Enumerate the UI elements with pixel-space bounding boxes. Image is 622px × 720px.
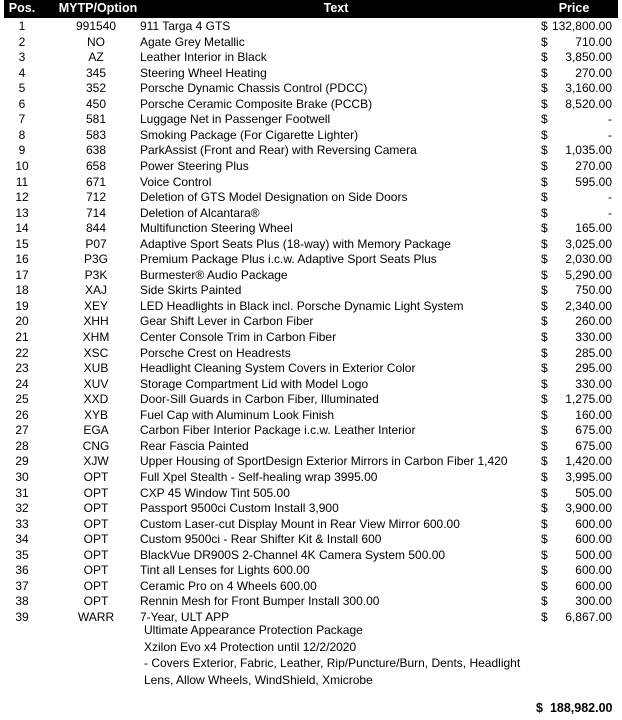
row-text: Headlight Cleaning System Covers in Exterior Color bbox=[140, 361, 416, 376]
row-currency: $ bbox=[541, 81, 548, 96]
row-text: BlackVue DR900S 2-Channel 4K Camera System 500.00 bbox=[140, 547, 446, 562]
row-price: 165.00 bbox=[575, 221, 612, 236]
row-currency: $ bbox=[541, 19, 548, 33]
table-row bbox=[4, 66, 618, 82]
row-option: OPT bbox=[83, 563, 109, 578]
row-price: 1,275.00 bbox=[565, 392, 612, 407]
total-amount: 188,982.00 bbox=[549, 701, 613, 715]
row-option: XSC bbox=[83, 345, 109, 360]
row-price: 132,800.00 bbox=[551, 19, 612, 33]
row-option: WARR bbox=[77, 609, 115, 624]
row-pos: 26 bbox=[15, 407, 29, 422]
table-row bbox=[4, 346, 618, 362]
row-currency: $ bbox=[541, 547, 548, 562]
row-currency: $ bbox=[541, 127, 548, 142]
table-row bbox=[4, 517, 618, 533]
row-pos: 25 bbox=[15, 392, 29, 407]
row-price: 270.00 bbox=[575, 158, 612, 173]
row-pos: 6 bbox=[18, 96, 26, 111]
row-currency: $ bbox=[541, 501, 548, 516]
row-text: Tint all Lenses for Lights 600.00 bbox=[140, 563, 310, 578]
row-currency: $ bbox=[541, 345, 548, 360]
note-line: Xzilon Evo x4 Protection until 12/2/2020 bbox=[144, 639, 357, 654]
row-price: 600.00 bbox=[575, 578, 612, 593]
row-text: Porsche Crest on Headrests bbox=[140, 345, 291, 360]
table-row bbox=[4, 330, 618, 346]
row-price: 1,420.00 bbox=[565, 454, 612, 469]
row-pos: 4 bbox=[18, 65, 26, 80]
table-row bbox=[4, 423, 618, 439]
price-sheet bbox=[4, 0, 618, 687]
row-option: 345 bbox=[85, 65, 107, 80]
row-text: Full Xpel Stealth - Self-healing wrap 3995.00 bbox=[140, 469, 378, 484]
row-currency: $ bbox=[541, 298, 548, 313]
table-row bbox=[4, 470, 618, 486]
header-option: MYTP/Option bbox=[58, 1, 138, 15]
row-price: 300.00 bbox=[575, 594, 612, 609]
row-price: 675.00 bbox=[575, 438, 612, 453]
row-text: Door-Sill Guards in Carbon Fiber, Illuminated bbox=[140, 392, 379, 407]
row-price: 160.00 bbox=[575, 407, 612, 422]
row-text: Deletion of GTS Model Designation on Side Doors bbox=[140, 190, 408, 205]
row-option: 450 bbox=[85, 96, 107, 111]
row-pos: 3 bbox=[18, 50, 26, 65]
row-price: - bbox=[608, 205, 612, 220]
row-currency: $ bbox=[541, 174, 548, 189]
row-text: Passport 9500ci Custom Install 3,900 bbox=[140, 501, 339, 516]
header-text: Text bbox=[323, 1, 349, 15]
row-currency: $ bbox=[541, 283, 548, 298]
row-price: - bbox=[608, 190, 612, 205]
table-row bbox=[4, 439, 618, 455]
row-pos: 20 bbox=[15, 314, 29, 329]
table-row bbox=[4, 563, 618, 579]
row-text: Voice Control bbox=[140, 174, 212, 189]
grand-total bbox=[536, 701, 613, 715]
table-row bbox=[4, 594, 618, 610]
row-currency: $ bbox=[541, 516, 548, 531]
row-pos: 11 bbox=[15, 174, 29, 189]
row-price: 3,900.00 bbox=[565, 501, 612, 516]
table-row bbox=[4, 501, 618, 517]
row-pos: 36 bbox=[15, 563, 29, 578]
row-price: 3,850.00 bbox=[565, 50, 612, 65]
row-option: OPT bbox=[83, 532, 109, 547]
row-pos: 37 bbox=[15, 578, 29, 593]
row-option: NO bbox=[87, 34, 105, 49]
row-text: Rennin Mesh for Front Bumper Install 300.00 bbox=[140, 594, 380, 609]
table-row bbox=[4, 190, 618, 206]
row-currency: $ bbox=[541, 158, 548, 173]
row-pos: 7 bbox=[18, 112, 26, 127]
table-row bbox=[4, 377, 618, 393]
row-price: - bbox=[608, 112, 612, 127]
header-pos: Pos. bbox=[8, 1, 36, 15]
row-currency: $ bbox=[541, 609, 548, 624]
row-price: 8,520.00 bbox=[565, 96, 612, 111]
note-line: Lens, Allow Wheels, WindShield, Xmicrobe bbox=[144, 672, 373, 687]
row-option: OPT bbox=[83, 516, 109, 531]
table-row bbox=[4, 237, 618, 253]
row-option: 658 bbox=[85, 158, 107, 173]
row-price: 675.00 bbox=[575, 423, 612, 438]
table-row bbox=[4, 486, 618, 502]
table-row bbox=[4, 314, 618, 330]
row-text: Luggage Net in Passenger Footwell bbox=[140, 112, 331, 127]
row-text: Custom Laser-cut Display Mount in Rear View Mirror 600.00 bbox=[140, 516, 460, 531]
table-row bbox=[4, 532, 618, 548]
row-option: OPT bbox=[83, 485, 109, 500]
row-text: Agate Grey Metallic bbox=[140, 34, 245, 49]
row-pos: 32 bbox=[15, 501, 29, 516]
row-option: OPT bbox=[83, 594, 109, 609]
row-price: 710.00 bbox=[575, 34, 612, 49]
table-header bbox=[4, 0, 618, 18]
row-currency: $ bbox=[541, 65, 548, 80]
table-row bbox=[4, 299, 618, 315]
table-row bbox=[4, 361, 618, 377]
row-option: OPT bbox=[83, 547, 109, 562]
row-text: Storage Compartment Lid with Model Logo bbox=[140, 376, 369, 391]
row-pos: 10 bbox=[15, 158, 29, 173]
row-price: 5,290.00 bbox=[565, 267, 612, 282]
row-text: LED Headlights in Black incl. Porsche Dynamic Light System bbox=[140, 298, 464, 313]
table-row bbox=[4, 408, 618, 424]
row-currency: $ bbox=[541, 454, 548, 469]
row-text: Smoking Package (For Cigarette Lighter) bbox=[140, 127, 359, 142]
row-option: 638 bbox=[85, 143, 107, 158]
row-pos: 38 bbox=[15, 594, 29, 609]
row-text: Rear Fascia Painted bbox=[140, 438, 249, 453]
row-pos: 2 bbox=[18, 34, 26, 49]
row-currency: $ bbox=[541, 376, 548, 391]
row-option: XUV bbox=[83, 376, 109, 391]
table-row bbox=[4, 579, 618, 595]
row-option: P3K bbox=[84, 267, 108, 282]
row-price: 6,867.00 bbox=[565, 609, 612, 624]
row-option: OPT bbox=[83, 469, 109, 484]
row-pos: 17 bbox=[15, 267, 29, 282]
row-currency: $ bbox=[541, 143, 548, 158]
row-price: 2,340.00 bbox=[565, 298, 612, 313]
row-price: 595.00 bbox=[575, 174, 612, 189]
row-text: ParkAssist (Front and Rear) with Reversing Camera bbox=[140, 143, 417, 158]
row-currency: $ bbox=[541, 532, 548, 547]
row-pos: 1 bbox=[18, 19, 26, 33]
row-currency: $ bbox=[541, 96, 548, 111]
row-currency: $ bbox=[541, 392, 548, 407]
row-option: 583 bbox=[85, 127, 107, 142]
table-row bbox=[4, 112, 618, 128]
row-option: XAJ bbox=[84, 283, 107, 298]
row-pos: 22 bbox=[15, 345, 29, 360]
row-price: 330.00 bbox=[575, 330, 612, 344]
table-row bbox=[4, 143, 618, 159]
row-pos: 12 bbox=[15, 190, 29, 205]
table-row bbox=[4, 81, 618, 97]
row-option: CNG bbox=[82, 438, 110, 453]
row-pos: 16 bbox=[15, 252, 29, 267]
note-line: - Covers Exterior, Fabric, Leather, Rip/Puncture/Burn, Dents, Headlight bbox=[144, 656, 521, 670]
row-price: 3,995.00 bbox=[565, 469, 612, 484]
row-text: Porsche Dynamic Chassis Control (PDCC) bbox=[140, 81, 368, 96]
row-currency: $ bbox=[541, 34, 548, 49]
row-price: 3,025.00 bbox=[565, 236, 612, 251]
row-currency: $ bbox=[541, 112, 548, 127]
row-text: Premium Package Plus i.c.w. Adaptive Sport Seats Plus bbox=[140, 252, 437, 267]
table-row bbox=[4, 283, 618, 299]
row-text: Adaptive Sport Seats Plus (18-way) with Memory Package bbox=[140, 236, 451, 251]
row-pos: 5 bbox=[18, 81, 26, 96]
row-pos: 13 bbox=[15, 205, 29, 220]
row-currency: $ bbox=[541, 205, 548, 220]
row-currency: $ bbox=[541, 50, 548, 65]
row-pos: 35 bbox=[15, 547, 29, 562]
row-price: 285.00 bbox=[575, 345, 612, 360]
row-price: 600.00 bbox=[575, 532, 612, 547]
row-option: OPT bbox=[83, 501, 109, 516]
row-option: EGA bbox=[83, 423, 109, 438]
row-currency: $ bbox=[541, 563, 548, 578]
row-price: - bbox=[608, 127, 612, 142]
row-option: XHH bbox=[83, 314, 109, 329]
row-text: Custom 9500ci - Rear Shifter Kit & Install 600 bbox=[140, 532, 382, 547]
row-currency: $ bbox=[541, 438, 548, 453]
row-currency: $ bbox=[541, 236, 548, 251]
row-pos: 15 bbox=[15, 236, 29, 251]
row-option: 991540 bbox=[75, 19, 117, 33]
row-pos: 33 bbox=[15, 516, 29, 531]
table-row bbox=[4, 97, 618, 113]
row-price: 330.00 bbox=[575, 376, 612, 391]
row-text: Ceramic Pro on 4 Wheels 600.00 bbox=[140, 578, 317, 593]
row-pos: 18 bbox=[15, 283, 29, 298]
table-row bbox=[4, 221, 618, 237]
row-price: 295.00 bbox=[575, 361, 612, 376]
row-price: 600.00 bbox=[575, 516, 612, 531]
row-price: 505.00 bbox=[575, 485, 612, 500]
table-row bbox=[4, 19, 618, 35]
row-currency: $ bbox=[541, 407, 548, 422]
row-text: 911 Targa 4 GTS bbox=[140, 19, 231, 33]
row-pos: 28 bbox=[15, 438, 29, 453]
row-text: CXP 45 Window Tint 505.00 bbox=[140, 485, 290, 500]
row-price: 260.00 bbox=[575, 314, 612, 329]
row-pos: 19 bbox=[15, 298, 29, 313]
row-text: Steering Wheel Heating bbox=[140, 65, 267, 80]
row-price: 1,035.00 bbox=[565, 143, 612, 158]
table-row bbox=[4, 35, 618, 51]
row-option: 671 bbox=[85, 174, 107, 189]
row-option: XUB bbox=[83, 361, 109, 376]
row-currency: $ bbox=[541, 361, 548, 376]
row-currency: $ bbox=[541, 330, 548, 344]
total-currency: $ bbox=[536, 701, 543, 715]
row-currency: $ bbox=[541, 252, 548, 267]
row-text: Upper Housing of SportDesign Exterior Mirrors in Carbon Fiber 1,420 bbox=[140, 454, 508, 469]
table-row bbox=[4, 128, 618, 144]
row-pos: 39 bbox=[15, 609, 29, 624]
table-row bbox=[4, 206, 618, 222]
row-option: 714 bbox=[85, 205, 107, 220]
row-text: Fuel Cap with Aluminum Look Finish bbox=[140, 407, 335, 422]
table-row bbox=[4, 548, 618, 564]
row-text: Gear Shift Lever in Carbon Fiber bbox=[140, 314, 314, 329]
table-row bbox=[4, 50, 618, 66]
row-text: Center Console Trim in Carbon Fiber bbox=[140, 330, 337, 344]
row-price: 600.00 bbox=[575, 563, 612, 578]
header-price: Price bbox=[558, 1, 590, 15]
row-price: 750.00 bbox=[575, 283, 612, 298]
note-line: Ultimate Appearance Protection Package bbox=[144, 623, 363, 637]
row-currency: $ bbox=[541, 267, 548, 282]
row-pos: 34 bbox=[15, 532, 29, 547]
row-option: 844 bbox=[85, 221, 107, 236]
row-price: 3,160.00 bbox=[565, 81, 612, 96]
row-price: 500.00 bbox=[575, 547, 612, 562]
row-currency: $ bbox=[541, 314, 548, 329]
row-pos: 8 bbox=[18, 127, 26, 142]
row-option: 712 bbox=[85, 190, 107, 205]
row-price: 270.00 bbox=[575, 65, 612, 80]
row-price: 2,030.00 bbox=[565, 252, 612, 267]
row-text: Side Skirts Painted bbox=[140, 283, 242, 298]
row-option: OPT bbox=[83, 578, 109, 593]
row-currency: $ bbox=[541, 190, 548, 205]
row-currency: $ bbox=[541, 423, 548, 438]
row-option: 352 bbox=[85, 81, 107, 96]
table-row bbox=[4, 454, 618, 470]
row-pos: 9 bbox=[18, 143, 26, 158]
row-option: XYB bbox=[83, 407, 108, 422]
row-text: Deletion of Alcantara® bbox=[140, 205, 260, 220]
row-text: Multifunction Steering Wheel bbox=[140, 221, 293, 236]
table-row bbox=[4, 175, 618, 191]
row-text: Porsche Ceramic Composite Brake (PCCB) bbox=[140, 96, 373, 111]
row-pos: 30 bbox=[15, 469, 29, 484]
row-pos: 24 bbox=[15, 376, 29, 391]
row-text: Carbon Fiber Interior Package i.c.w. Leather Interior bbox=[140, 423, 416, 438]
row-pos: 27 bbox=[15, 423, 29, 438]
table-row bbox=[4, 252, 618, 268]
row-pos: 23 bbox=[15, 361, 29, 376]
row-option: P3G bbox=[83, 252, 108, 267]
table-row bbox=[4, 159, 618, 175]
table-row bbox=[4, 268, 618, 284]
row-option: 581 bbox=[85, 112, 107, 127]
row-text: Burmester® Audio Package bbox=[140, 267, 288, 282]
row-pos: 29 bbox=[15, 454, 29, 469]
row-pos: 14 bbox=[15, 221, 29, 236]
row-currency: $ bbox=[541, 221, 548, 236]
row-option: XEY bbox=[83, 298, 108, 313]
row-currency: $ bbox=[541, 469, 548, 484]
row-option: AZ bbox=[88, 50, 104, 65]
row-currency: $ bbox=[541, 594, 548, 609]
row-option: XJW bbox=[83, 454, 109, 469]
row-option: XHM bbox=[82, 330, 110, 344]
row-pos: 31 bbox=[15, 485, 29, 500]
row-currency: $ bbox=[541, 578, 548, 593]
row-text: Power Steering Plus bbox=[140, 158, 249, 173]
row-currency: $ bbox=[541, 485, 548, 500]
row-pos: 21 bbox=[15, 330, 29, 344]
row-text: 7-Year, ULT APP bbox=[140, 609, 230, 624]
table-row bbox=[4, 392, 618, 408]
row-option: XXD bbox=[83, 392, 109, 407]
row-text: Leather Interior in Black bbox=[140, 50, 267, 65]
row-option: P07 bbox=[85, 236, 107, 251]
